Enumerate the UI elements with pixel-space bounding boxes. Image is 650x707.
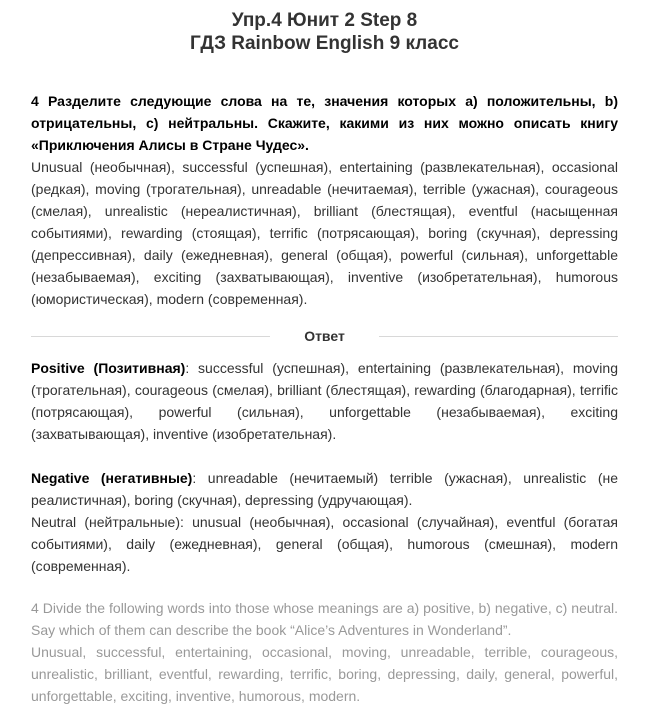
- english-instruction: 4 Divide the following words into those whose meanings are a) positive, b) negative, c) neutral. Say which of them can describe the book “Alice’s Adventures in Wonderland”.: [31, 600, 618, 638]
- answer-label: Ответ: [304, 328, 345, 344]
- title-line-2: ГДЗ Rainbow English 9 класс: [190, 33, 459, 54]
- task-instruction: [31, 90, 618, 156]
- divider-line-left: [31, 336, 270, 337]
- page-title: [31, 0, 618, 55]
- english-words: Unusual, successful, entertaining, occasional, moving, unreadable, terrible, courageous, unrealistic, brilliant, eventful, rewarding, terrific, boring, depressing, daily, general, powerful, unforgettable, exciting, inventive, humorous, modern.: [31, 644, 618, 704]
- divider-line-right: [379, 336, 618, 337]
- title-line-1: Упр.4 Юнит 2 Step 8: [231, 10, 418, 31]
- negative-label: Negative (негативные): [31, 470, 193, 486]
- negative-paragraph: [31, 467, 618, 511]
- positive-label: Positive (Позитивная): [31, 360, 186, 376]
- task-instruction-text: 4 Разделите следующие слова на те, значения которых а) положительны, b) отрицательны, с) нейтральны. Скажите, какими из них можно описать книгу «Приключения Алисы в Стране Чудес».: [31, 93, 618, 153]
- neutral-paragraph: Neutral (нейтральные): unusual (необычная), occasional (случайная), eventful (богатая событиями), daily (ежедневная), general (общая), humorous (смешная), modern (современная).: [31, 514, 618, 574]
- negative-text: : unreadable (нечитаемый) terrible (ужасная), unrealistic (не реалистичная), boring (скучная), depressing (удручающая).: [31, 470, 618, 508]
- task-words: Unusual (необычная), successful (успешная), entertaining (развлекательная), occasional (редкая), moving (трогательная), unreadable (нечитаемая), terrible (ужасная), courageous (смелая), unrealistic (нереалистичная), brilliant (блестящая), eventful (насыщенная событиями), rewarding (стоящая), terrific (потрясающая), boring (скучная), depressing (депрессивная), daily (ежедневная), general (общая), powerful (сильная), unforgettable (незабываемая), exciting (захватывающая), inventive (изобретательная), humorous (юмористическая), modern (современная).: [31, 159, 618, 307]
- positive-text: : successful (успешная), entertaining (развлекательная), moving (трогательная), courageous (смелая), brilliant (блестящая), rewarding (благодарная), terrific (потрясающая), powerful (сильная), unforgettable (незабываемая), exciting (захватывающая), inventive (изобретательная).: [31, 360, 618, 442]
- spacer: [31, 445, 618, 467]
- answer-divider: [31, 325, 618, 347]
- positive-paragraph: [31, 357, 618, 445]
